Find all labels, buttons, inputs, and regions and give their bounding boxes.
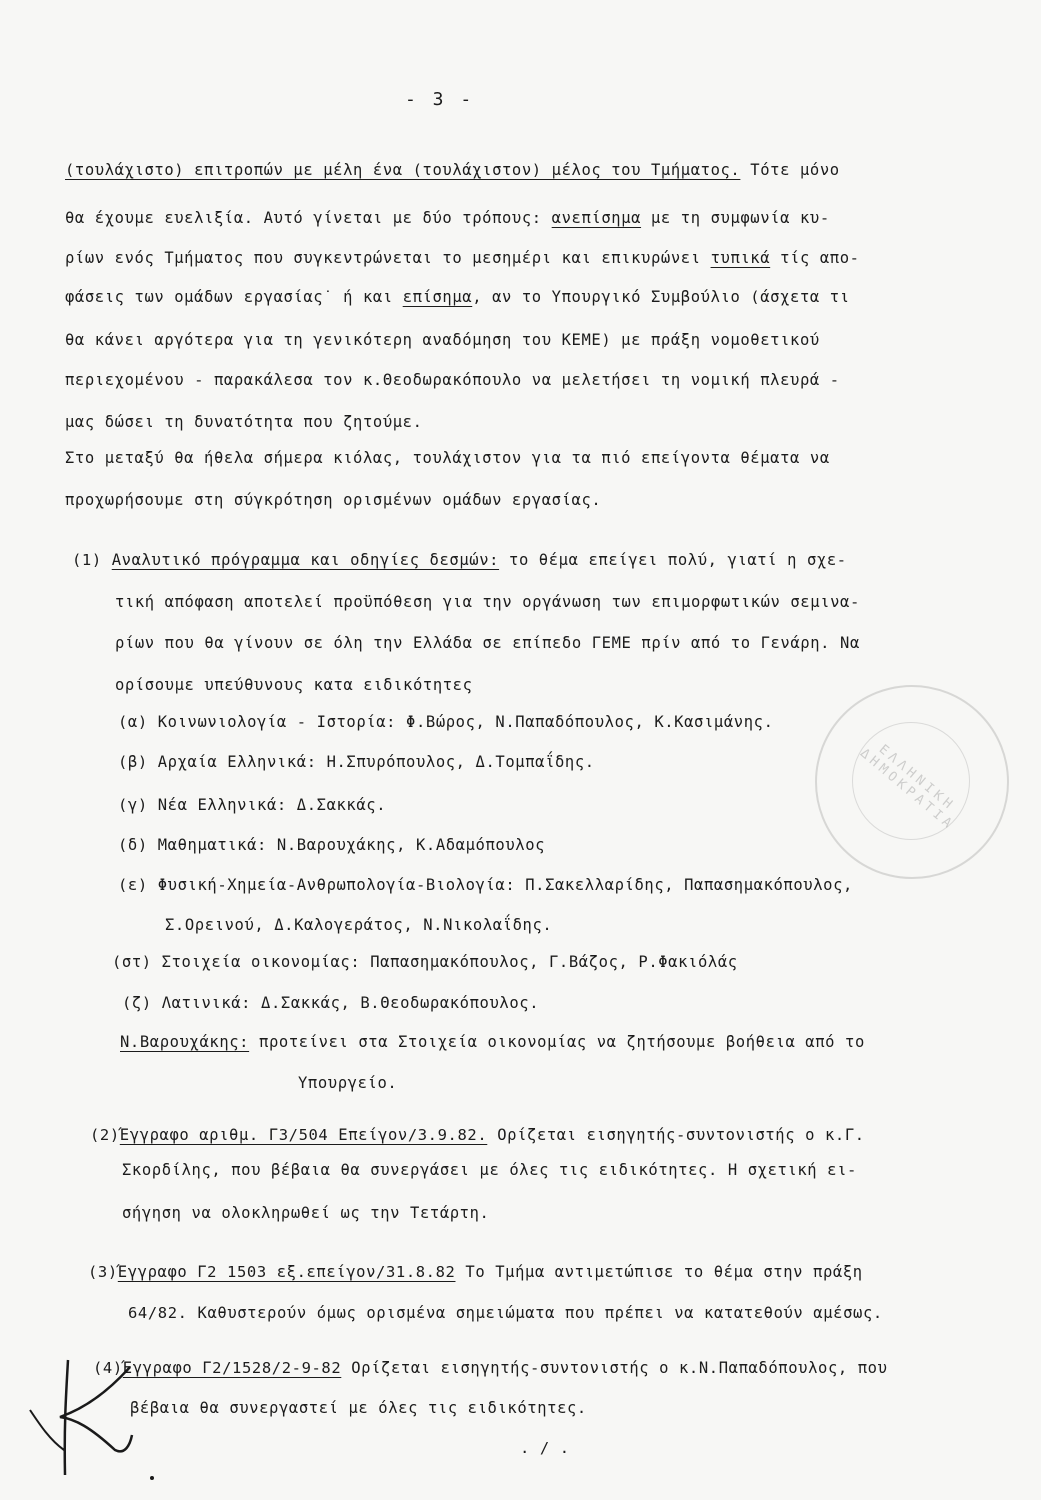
text-segment: θα κάνει αργότερα για τη γενικότερη αναδόμηση του ΚΕΜΕ) με πράξη νομοθετικού [65,331,820,349]
text-segment: Ορίζεται εισηγητής-συντονιστής ο κ.Γ. [487,1126,865,1144]
text-line [118,835,545,855]
text-segment: (γ) Νέα Ελληνικά: Δ.Σακκάς. [118,796,387,814]
text-line [122,1160,857,1180]
text-segment: περιεχομένου - παρακάλεσα τον κ.Θεοδωρακόπουλο να μελετήσει τη νομική πλευρά - [65,371,840,389]
text-segment: Ορίζεται εισηγητής-συντονιστής ο κ.Ν.Παπαδόπουλος, που [341,1359,888,1377]
underlined-text: Αναλυτικό πρόγραμμα και οδηγίες δεσμών: [111,551,500,569]
text-line [298,1073,397,1093]
text-segment: Σκορδίλης, που βέβαια θα συνεργάσει με όλες τις ειδικότητες. Η σχετική ει- [122,1161,857,1179]
text-line [90,1125,865,1145]
text-line [65,490,601,510]
text-segment: θα έχουμε ευελιξία. Αυτό γίνεται με δύο τρόπους: [65,209,552,227]
text-segment: Τότε μόνο [740,161,840,179]
text-segment: Το Τμήμα αντιμετώπισε το θέμα στην πράξη [455,1263,863,1281]
text-line [65,160,840,180]
underlined-text: τυπικά [710,249,771,267]
text-line [130,1398,587,1418]
text-segment: (ε) Φυσική-Χημεία-Ανθρωπολογία-Βιολογία: Π.Σακελλαρίδης, Παπασημακόπουλος, [118,876,853,894]
text-segment: (α) Κοινωνιολογία - Ιστορία: Φ.Βώρος, Ν.Παπαδόπουλος, Κ.Κασιμάνης. [118,713,774,731]
text-segment: προτείνει στα Στοιχεία οικονομίας να ζητήσουμε βοήθεια από το [249,1033,865,1051]
underlined-text: Έγγραφο Γ2/1528/2-9-82 [122,1359,342,1377]
text-line [120,1032,865,1052]
text-segment: με τη συμφωνία κυ- [641,209,830,227]
text-line [65,287,850,307]
page-number: - 3 - [405,89,475,110]
text-segment: το θέμα επείγει πολύ, γιατί η σχε- [499,551,847,569]
text-segment: (2) [90,1126,120,1144]
underlined-text: Ν.Βαρουχάκης: [120,1033,250,1051]
underlined-text: ανεπίσημα [551,209,642,227]
underlined-text: Έγγραφο αριθμ. Γ3/504 Επείγον/3.9.82. [119,1126,488,1144]
text-line [115,592,860,612]
continuation-mark: . / . [520,1439,570,1457]
text-line [118,752,595,772]
text-line [128,1303,883,1323]
text-line [122,1203,489,1223]
text-segment: (στ) Στοιχεία οικονομίας: Παπασημακόπουλος, Γ.Βάζος, Ρ.Φακιόλάς [112,953,738,971]
text-segment: ορίσουμε υπεύθυνους κατα ειδικότητες [115,676,473,694]
text-segment: (ζ) Λατινικά: Δ.Σακκάς, Β.Θεοδωρακόπουλος. [122,994,540,1012]
text-line [72,550,847,570]
official-stamp [815,685,1009,879]
text-line [115,675,473,695]
text-line [118,875,853,895]
text-line [65,248,860,268]
text-line [118,712,774,732]
text-segment: (3) [88,1263,118,1281]
text-line [65,412,423,432]
text-segment: (β) Αρχαία Ελληνικά: Η.Σπυρόπουλος, Δ.Τομπαΐδης. [118,753,595,771]
text-line [165,915,552,935]
text-segment: βέβαια θα συνεργαστεί με όλες τις ειδικότητες. [130,1399,587,1417]
text-line [88,1262,863,1282]
text-segment: (1) [72,551,112,569]
text-segment: (4) [93,1359,123,1377]
text-segment: Σ.Ορεινού, Δ.Καλογεράτος, Ν.Νικολαΐδης. [165,916,553,934]
text-line [93,1358,888,1378]
text-segment: τίς απο- [770,249,860,267]
text-segment: φάσεις των ομάδων εργασίας˙ ή και [65,288,403,306]
text-line [65,330,820,350]
stamp-text: ΕΛΛΗΝΙΚΗ ΔΗΜΟΚΡΑΤΙΑ [857,742,958,834]
text-line [122,993,539,1013]
text-segment: Στο μεταξύ θα ήθελα σήμερα κιόλας, τουλάχιστον για τα πιό επείγοντα θέματα να [65,449,830,467]
underlined-text: επίσημα [402,288,473,306]
text-segment: 64/82. Καθυστερούν όμως ορισμένα σημειώματα που πρέπει να κατατεθούν αμέσως. [128,1304,883,1322]
text-line [118,795,386,815]
text-line [65,370,840,390]
text-segment: Υπουργείο. [298,1074,398,1092]
text-segment: ρίων ενός Τμήματος που συγκεντρώνεται το μεσημέρι και επικυρώνει [65,249,711,267]
text-segment: μας δώσει τη δυνατότητα που ζητούμε. [65,413,423,431]
text-segment: ρίων που θα γίνουν σε όλη την Ελλάδα σε επίπεδο ΓΕΜΕ πρίν από το Γενάρη. Να [115,634,860,652]
underlined-text: (τουλάχιστο) επιτροπών με μέλη ένα (τουλάχιστον) μέλος του Τμήματος. [65,161,741,179]
text-segment: (δ) Μαθηματικά: Ν.Βαρουχάκης, Κ.Αδαμόπουλος [118,836,546,854]
text-line [65,448,830,468]
underlined-text: Έγγραφο Γ2 1503 εξ.επείγον/31.8.82 [117,1263,456,1281]
text-segment: , αν το Υπουργικό Συμβούλιο (άσχετα τι [472,288,850,306]
text-segment: τική απόφαση αποτελεί προϋπόθεση για την οργάνωση των επιμορφωτικών σεμινα- [115,593,860,611]
text-segment: σήγηση να ολοκληρωθεί ως την Τετάρτη. [122,1204,490,1222]
text-line [112,952,738,972]
text-line [115,633,860,653]
text-segment: προχωρήσουμε στη σύγκρότηση ορισμένων ομάδων εργασίας. [65,491,602,509]
handwritten-signature-icon [20,1355,170,1485]
text-line [65,208,830,228]
